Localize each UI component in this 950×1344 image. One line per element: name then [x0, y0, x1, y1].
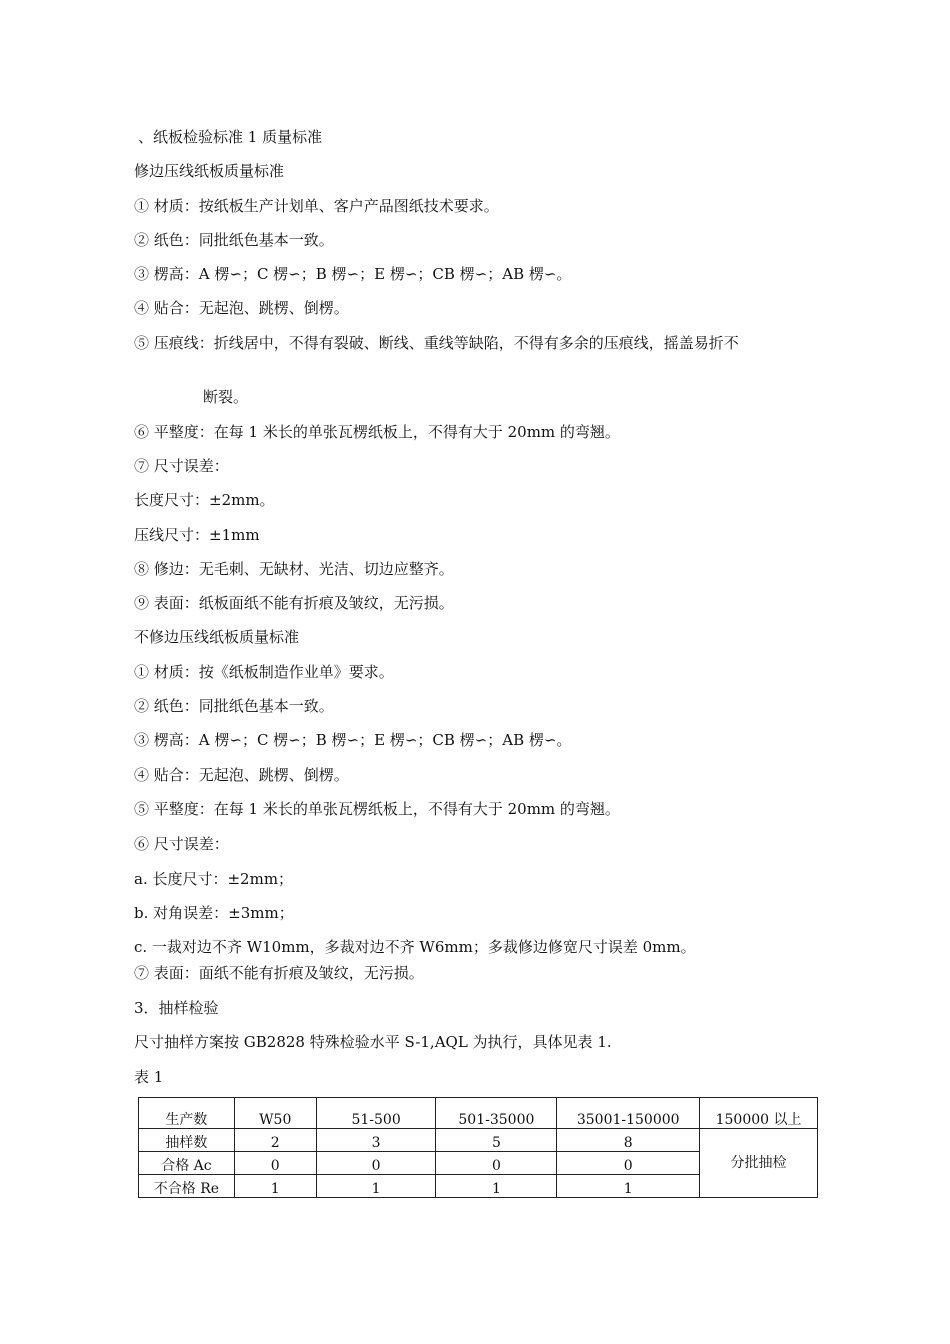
sampling-description: 尺寸抽样方案按 GB2828 特殊检验水平 S-1,AQL 为执行，具体见表 1. — [134, 1033, 612, 1051]
table-cell: 8 — [557, 1129, 700, 1152]
document-title: 、纸板检验标准 1 质量标准 — [138, 128, 323, 146]
item-trimming: ⑧ 修边：无毛刺、无缺材、光洁、切边应整齐。 — [134, 560, 454, 578]
table-cell: 3 — [316, 1129, 436, 1152]
item-dimension-error: ⑦ 尺寸误差： — [134, 457, 229, 475]
table-header-cell: 501-35000 — [436, 1098, 557, 1129]
item-flatness-2: ⑤ 平整度：在每 1 米长的单张瓦楞纸板上，不得有大于 20mm 的弯翘。 — [134, 800, 620, 818]
table-row-label: 不合格 Re — [139, 1175, 235, 1198]
item-crease-line-cont: 断裂。 — [203, 388, 249, 406]
item-length-tolerance: 长度尺寸：±2mm。 — [134, 491, 275, 509]
item-material-2: ① 材质：按《纸板制造作业单》要求。 — [134, 663, 394, 681]
item-surface-2: ⑦ 表面：面纸不能有折痕及皱纹，无污损。 — [134, 964, 424, 982]
table-row-label: 合格 Ac — [139, 1152, 235, 1175]
item-surface: ⑨ 表面：纸板面纸不能有折痕及皱纹，无污损。 — [134, 594, 454, 612]
table-header-cell: W50 — [234, 1098, 316, 1129]
table-header-cell: 51-500 — [316, 1098, 436, 1129]
item-flatness: ⑥ 平整度：在每 1 米长的单张瓦楞纸板上，不得有大于 20mm 的弯翘。 — [134, 423, 620, 441]
table-header-cell: 35001-150000 — [557, 1098, 700, 1129]
item-crease-line: ⑤ 压痕线：折线居中，不得有裂破、断线、重线等缺陷，不得有多余的压痕线，摇盖易折不 — [134, 334, 739, 352]
table-cell: 1 — [557, 1175, 700, 1198]
item-edge-alignment: c. 一裁对边不齐 W10mm，多裁对边不齐 W6mm；多裁修边修宽尺寸误差 0mm。 — [134, 938, 696, 956]
section-heading-untrimmed: 不修边压线纸板质量标准 — [134, 628, 300, 646]
table-header-row — [139, 1098, 818, 1129]
table-cell: 1 — [234, 1175, 316, 1198]
table-header-cell: 生产数 — [139, 1098, 235, 1129]
item-paper-color: ② 纸色：同批纸色基本一致。 — [134, 231, 334, 249]
table-cell: 5 — [436, 1129, 557, 1152]
table-cell: 0 — [316, 1152, 436, 1175]
table-row — [139, 1129, 818, 1152]
sampling-table — [138, 1097, 818, 1198]
table-header-cell: 150000 以上 — [700, 1098, 818, 1129]
item-bonding-2: ④ 贴合：无起泡、跳楞、倒楞。 — [134, 766, 349, 784]
item-flute-height: ③ 楞高：A 楞∽；C 楞∽；B 楞∽；E 楞∽；CB 楞∽；AB 楞∽。 — [134, 265, 572, 283]
table-label: 表 1 — [134, 1068, 164, 1086]
item-paper-color-2: ② 纸色：同批纸色基本一致。 — [134, 697, 334, 715]
table-cell: 1 — [316, 1175, 436, 1198]
table-cell: 2 — [234, 1129, 316, 1152]
item-material: ① 材质：按纸板生产计划单、客户产品图纸技术要求。 — [134, 197, 499, 215]
table-merged-cell: 分批抽检 — [700, 1129, 818, 1198]
item-bonding: ④ 贴合：无起泡、跳楞、倒楞。 — [134, 299, 349, 317]
section-heading-trimmed: 修边压线纸板质量标准 — [134, 162, 285, 180]
item-diagonal-tolerance: b. 对角误差：±3mm； — [134, 904, 294, 922]
item-length-tolerance-2: a. 长度尺寸：±2mm； — [134, 870, 294, 888]
item-dimension-error-2: ⑥ 尺寸误差： — [134, 835, 229, 853]
table-row-label: 抽样数 — [139, 1129, 235, 1152]
table-cell: 1 — [436, 1175, 557, 1198]
table-cell: 0 — [436, 1152, 557, 1175]
item-crease-tolerance: 压线尺寸：±1mm — [134, 526, 260, 544]
item-flute-height-2: ③ 楞高：A 楞∽；C 楞∽；B 楞∽；E 楞∽；CB 楞∽；AB 楞∽。 — [134, 731, 572, 749]
table-cell: 0 — [234, 1152, 316, 1175]
section-heading-sampling: 3．抽样检验 — [134, 999, 219, 1017]
table-cell: 0 — [557, 1152, 700, 1175]
